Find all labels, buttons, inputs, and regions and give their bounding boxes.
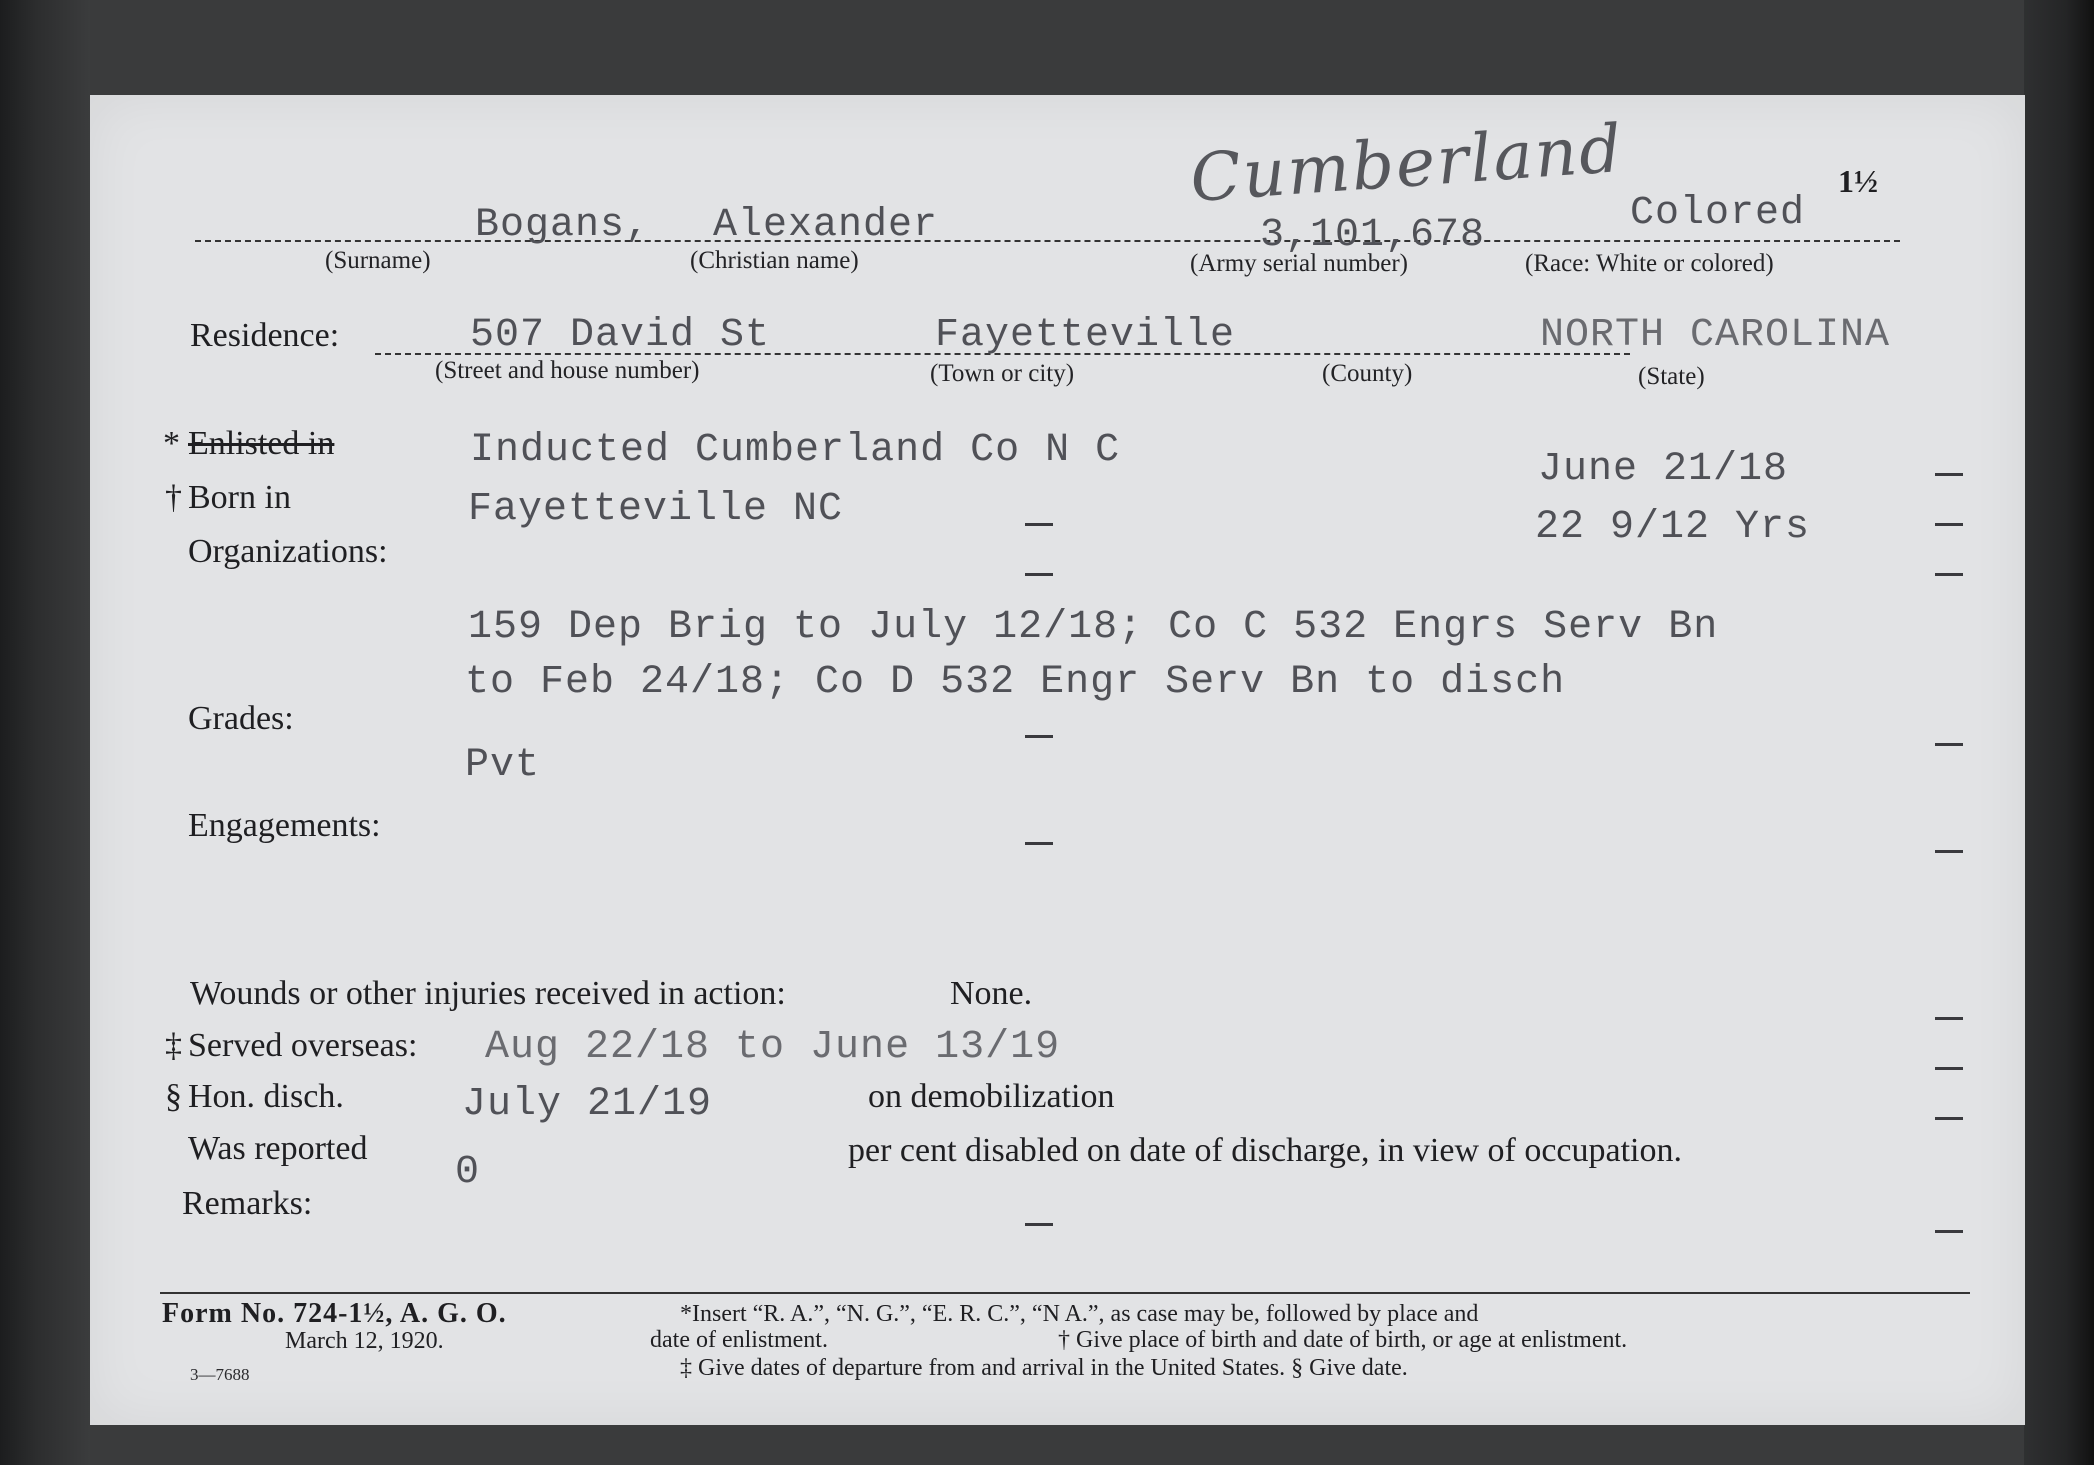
disability-text: per cent disabled on date of discharge, in view of occupation. — [848, 1132, 1682, 1169]
dash — [1935, 473, 1963, 476]
state-value: NORTH CAROLINA — [1540, 313, 1891, 358]
enlisted-value: Inducted Cumberland Co N C — [470, 428, 1121, 473]
discharge-marker: § — [165, 1078, 182, 1115]
scan-edge-right — [2024, 0, 2094, 1465]
dash — [1935, 573, 1963, 576]
street-value: 507 David St — [470, 313, 771, 358]
reported-value: 0 — [455, 1150, 481, 1195]
dash — [1025, 842, 1053, 845]
residence-label: Residence: — [190, 317, 340, 354]
state-caption: (State) — [1638, 363, 1705, 390]
organizations-line-1: 159 Dep Brig to July 12/18; Co C 532 Engrs Serv Bn — [468, 605, 1719, 650]
dash — [1935, 523, 1963, 526]
enlisted-label: Enlisted in — [188, 425, 335, 462]
print-code: 3—7688 — [190, 1365, 250, 1384]
christian-name-caption: (Christian name) — [690, 247, 859, 274]
remarks-label: Remarks: — [182, 1185, 313, 1222]
form-date: March 12, 1920. — [285, 1328, 444, 1354]
reported-label: Was reported — [188, 1130, 368, 1167]
town-caption: (Town or city) — [930, 360, 1075, 387]
overseas-value: Aug 22/18 to June 13/19 — [485, 1025, 1061, 1070]
discharge-label: Hon. disch. — [188, 1078, 344, 1115]
dash — [1935, 1017, 1963, 1020]
surname-caption: (Surname) — [325, 247, 431, 274]
scan-edge-left — [0, 0, 90, 1465]
dash — [1935, 1230, 1963, 1233]
dash — [1025, 1223, 1053, 1226]
enlisted-date: June 21/18 — [1538, 447, 1789, 492]
service-record-card — [90, 95, 2025, 1425]
wounds-label: Wounds or other injuries received in action: — [190, 975, 786, 1012]
form-number: Form No. 724-1½, A. G. O. — [162, 1298, 507, 1329]
handwritten-county: Cumberland — [1187, 109, 1626, 218]
grade-value: Pvt — [465, 743, 541, 788]
dash — [1935, 743, 1963, 746]
christian-name-value: Alexander — [713, 203, 939, 248]
born-marker: † — [165, 479, 182, 516]
discharge-reason: on demobilization — [868, 1078, 1115, 1115]
dash — [1935, 1067, 1963, 1070]
dash — [1935, 850, 1963, 853]
dash — [1025, 573, 1053, 576]
born-age: 22 9/12 Yrs — [1535, 505, 1811, 550]
wounds-value: None. — [950, 975, 1033, 1012]
serial-number-value: 3,101,678 — [1260, 213, 1486, 258]
surname-value: Bogans, — [475, 203, 651, 248]
overseas-marker: ‡ — [165, 1027, 182, 1064]
card-number: 1½ — [1838, 163, 1878, 199]
footnote-birth: † Give place of birth and date of birth, or age at enlistment. — [1058, 1327, 1628, 1353]
born-label: Born in — [188, 479, 291, 516]
dash — [1935, 1117, 1963, 1120]
serial-number-caption: (Army serial number) — [1190, 250, 1408, 277]
race-value: Colored — [1630, 191, 1806, 236]
enlisted-marker: * — [163, 425, 180, 462]
organizations-line-2: to Feb 24/18; Co D 532 Engr Serv Bn to disch — [465, 660, 1566, 705]
footnote-enlistment: *Insert “R. A.”, “N. G.”, “E. R. C.”, “N A.”, as case may be, followed by place and — [680, 1301, 1479, 1327]
engagements-label: Engagements: — [188, 807, 381, 844]
header-dotted-line — [195, 240, 1900, 242]
discharge-date: July 21/19 — [462, 1082, 713, 1127]
town-value: Fayetteville — [935, 313, 1236, 358]
footnote-overseas: ‡ Give dates of departure from and arrival in the United States. § Give date. — [680, 1355, 1408, 1381]
street-caption: (Street and house number) — [435, 357, 700, 384]
footnote-enlistment-cont: date of enlistment. — [650, 1327, 828, 1353]
grades-label: Grades: — [188, 700, 294, 737]
overseas-label: Served overseas: — [188, 1027, 418, 1064]
footer-rule — [160, 1292, 1970, 1294]
dash — [1025, 523, 1053, 526]
race-caption: (Race: White or colored) — [1525, 250, 1774, 277]
organizations-label: Organizations: — [188, 533, 388, 570]
born-value: Fayetteville NC — [468, 487, 844, 532]
county-caption: (County) — [1322, 360, 1413, 387]
dash — [1025, 735, 1053, 738]
